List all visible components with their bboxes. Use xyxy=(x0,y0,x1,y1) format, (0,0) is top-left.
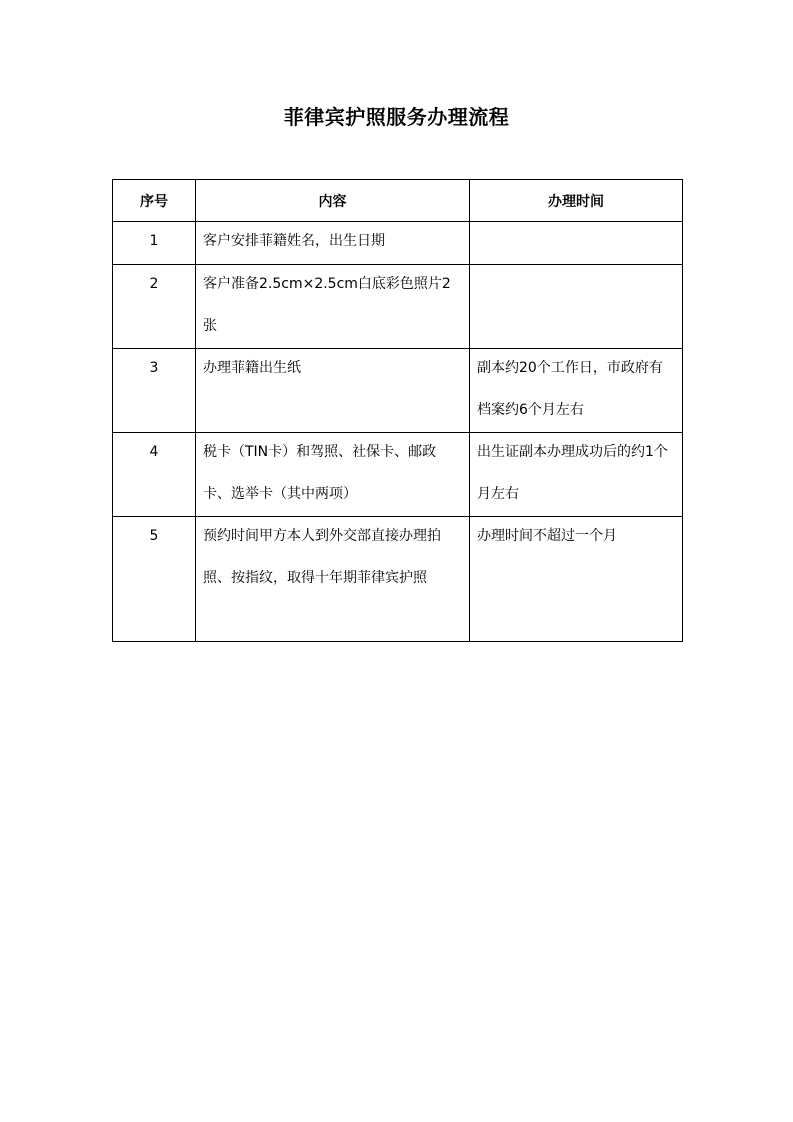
table-row xyxy=(113,517,683,642)
process-table xyxy=(112,179,683,642)
row-content-cell xyxy=(196,517,470,642)
row-content-cell xyxy=(196,265,470,349)
row-content-cell xyxy=(196,349,470,433)
table-row xyxy=(113,433,683,517)
row-time-cell xyxy=(470,349,683,433)
row-num-cell xyxy=(113,517,196,642)
row-num: 2 xyxy=(149,276,159,292)
row-num: 5 xyxy=(149,528,159,544)
row-content: 客户安排菲籍姓名，出生日期 xyxy=(203,233,385,249)
header-time: 办理时间 xyxy=(470,180,683,222)
row-num: 1 xyxy=(149,233,159,249)
row-num-cell xyxy=(113,433,196,517)
table-header-row xyxy=(113,180,683,222)
row-time-cell xyxy=(470,517,683,642)
row-time-cell xyxy=(470,222,683,265)
row-content: 税卡（TIN卡）和驾照、社保卡、邮政卡、选举卡（其中两项） xyxy=(203,444,437,502)
row-time: 办理时间不超过一个月 xyxy=(477,528,617,544)
row-content: 预约时间甲方本人到外交部直接办理拍照、按指纹，取得十年期菲律宾护照 xyxy=(203,528,441,586)
row-content: 客户准备2.5cm×2.5cm白底彩色照片2张 xyxy=(203,276,451,334)
row-time-cell xyxy=(470,265,683,349)
row-content-cell xyxy=(196,433,470,517)
row-content-cell xyxy=(196,222,470,265)
table-row xyxy=(113,222,683,265)
table-row xyxy=(113,265,683,349)
header-num: 序号 xyxy=(113,180,196,222)
row-num: 4 xyxy=(149,444,159,460)
row-num-cell xyxy=(113,265,196,349)
row-time-cell xyxy=(470,433,683,517)
row-time: 副本约20个工作日，市政府有档案约6个月左右 xyxy=(477,360,663,418)
row-num-cell xyxy=(113,349,196,433)
row-content: 办理菲籍出生纸 xyxy=(203,360,301,376)
header-content: 内容 xyxy=(196,180,470,222)
row-num: 3 xyxy=(149,360,159,376)
row-num-cell xyxy=(113,222,196,265)
page-title: 菲律宾护照服务办理流程 xyxy=(283,105,510,129)
row-time: 出生证副本办理成功后的约1个月左右 xyxy=(477,444,668,502)
table-row xyxy=(113,349,683,433)
